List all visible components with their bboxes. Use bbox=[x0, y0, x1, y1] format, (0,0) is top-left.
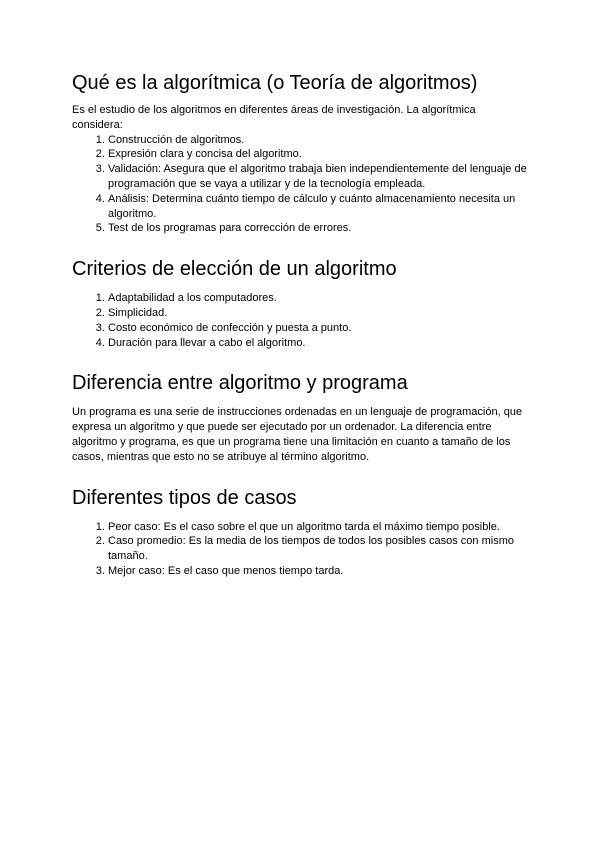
list-item: 1. Construcción de algoritmos. bbox=[108, 133, 528, 148]
list-item: 4. Duración para llevar a cabo el algoritmo. bbox=[108, 336, 528, 351]
list-item: 3. Validación: Asegura que el algoritmo trabaja bien independientemente del lenguaje de programación que se vaya a utilizar y de la tecnología empleada. bbox=[108, 162, 528, 192]
list-item: 2. Expresión clara y concisa del algoritmo. bbox=[108, 147, 528, 162]
section-heading: Diferencia entre algoritmo y programa bbox=[72, 372, 408, 395]
section-que-es-algoritmica bbox=[72, 70, 528, 236]
list-item: 2. Simplicidad. bbox=[108, 306, 528, 321]
section-diferencia-algoritmo-programa bbox=[72, 370, 528, 464]
list-item: 3. Mejor caso: Es el caso que menos tiempo tarda. bbox=[108, 564, 528, 579]
section-heading: Diferentes tipos de casos bbox=[72, 486, 297, 509]
section-paragraph: Es el estudio de los algoritmos en diferentes áreas de investigación. La algorítmica considera: bbox=[72, 104, 476, 131]
numbered-list bbox=[72, 133, 528, 237]
list-item: 2. Caso promedio: Es la media de los tiempos de todos los posibles casos con mismo tamaño. bbox=[108, 534, 528, 564]
section-heading: Criterios de elección de un algoritmo bbox=[72, 258, 397, 281]
section-tipos-de-casos bbox=[72, 485, 528, 579]
list-item: 5. Test de los programas para corrección de errores. bbox=[108, 221, 528, 236]
section-criterios-eleccion bbox=[72, 256, 528, 350]
list-item: 1. Adaptabilidad a los computadores. bbox=[108, 291, 528, 306]
list-item: 3. Costo económico de confección y puesta a punto. bbox=[108, 321, 528, 336]
numbered-list bbox=[72, 291, 528, 350]
list-item: 4. Análisis: Determina cuánto tiempo de cálculo y cuánto almacenamiento necesita un algoritmo. bbox=[108, 192, 528, 222]
list-item: 1. Peor caso: Es el caso sobre el que un algoritmo tarda el máximo tiempo posible. bbox=[108, 520, 528, 535]
numbered-list bbox=[72, 520, 528, 579]
section-heading: Qué es la algorítmica (o Teoría de algoritmos) bbox=[72, 72, 478, 94]
section-paragraph: Un programa es una serie de instrucciones ordenadas en un lenguaje de programación, que expresa un algoritmo y que puede ser ejecutado por un ordenador. La diferencia entre algoritmo y programa, es que un programa tiene una limitación en cuanto a tamaño de los casos, mientras que esto no se atribuye al término algoritmo. bbox=[72, 406, 523, 463]
